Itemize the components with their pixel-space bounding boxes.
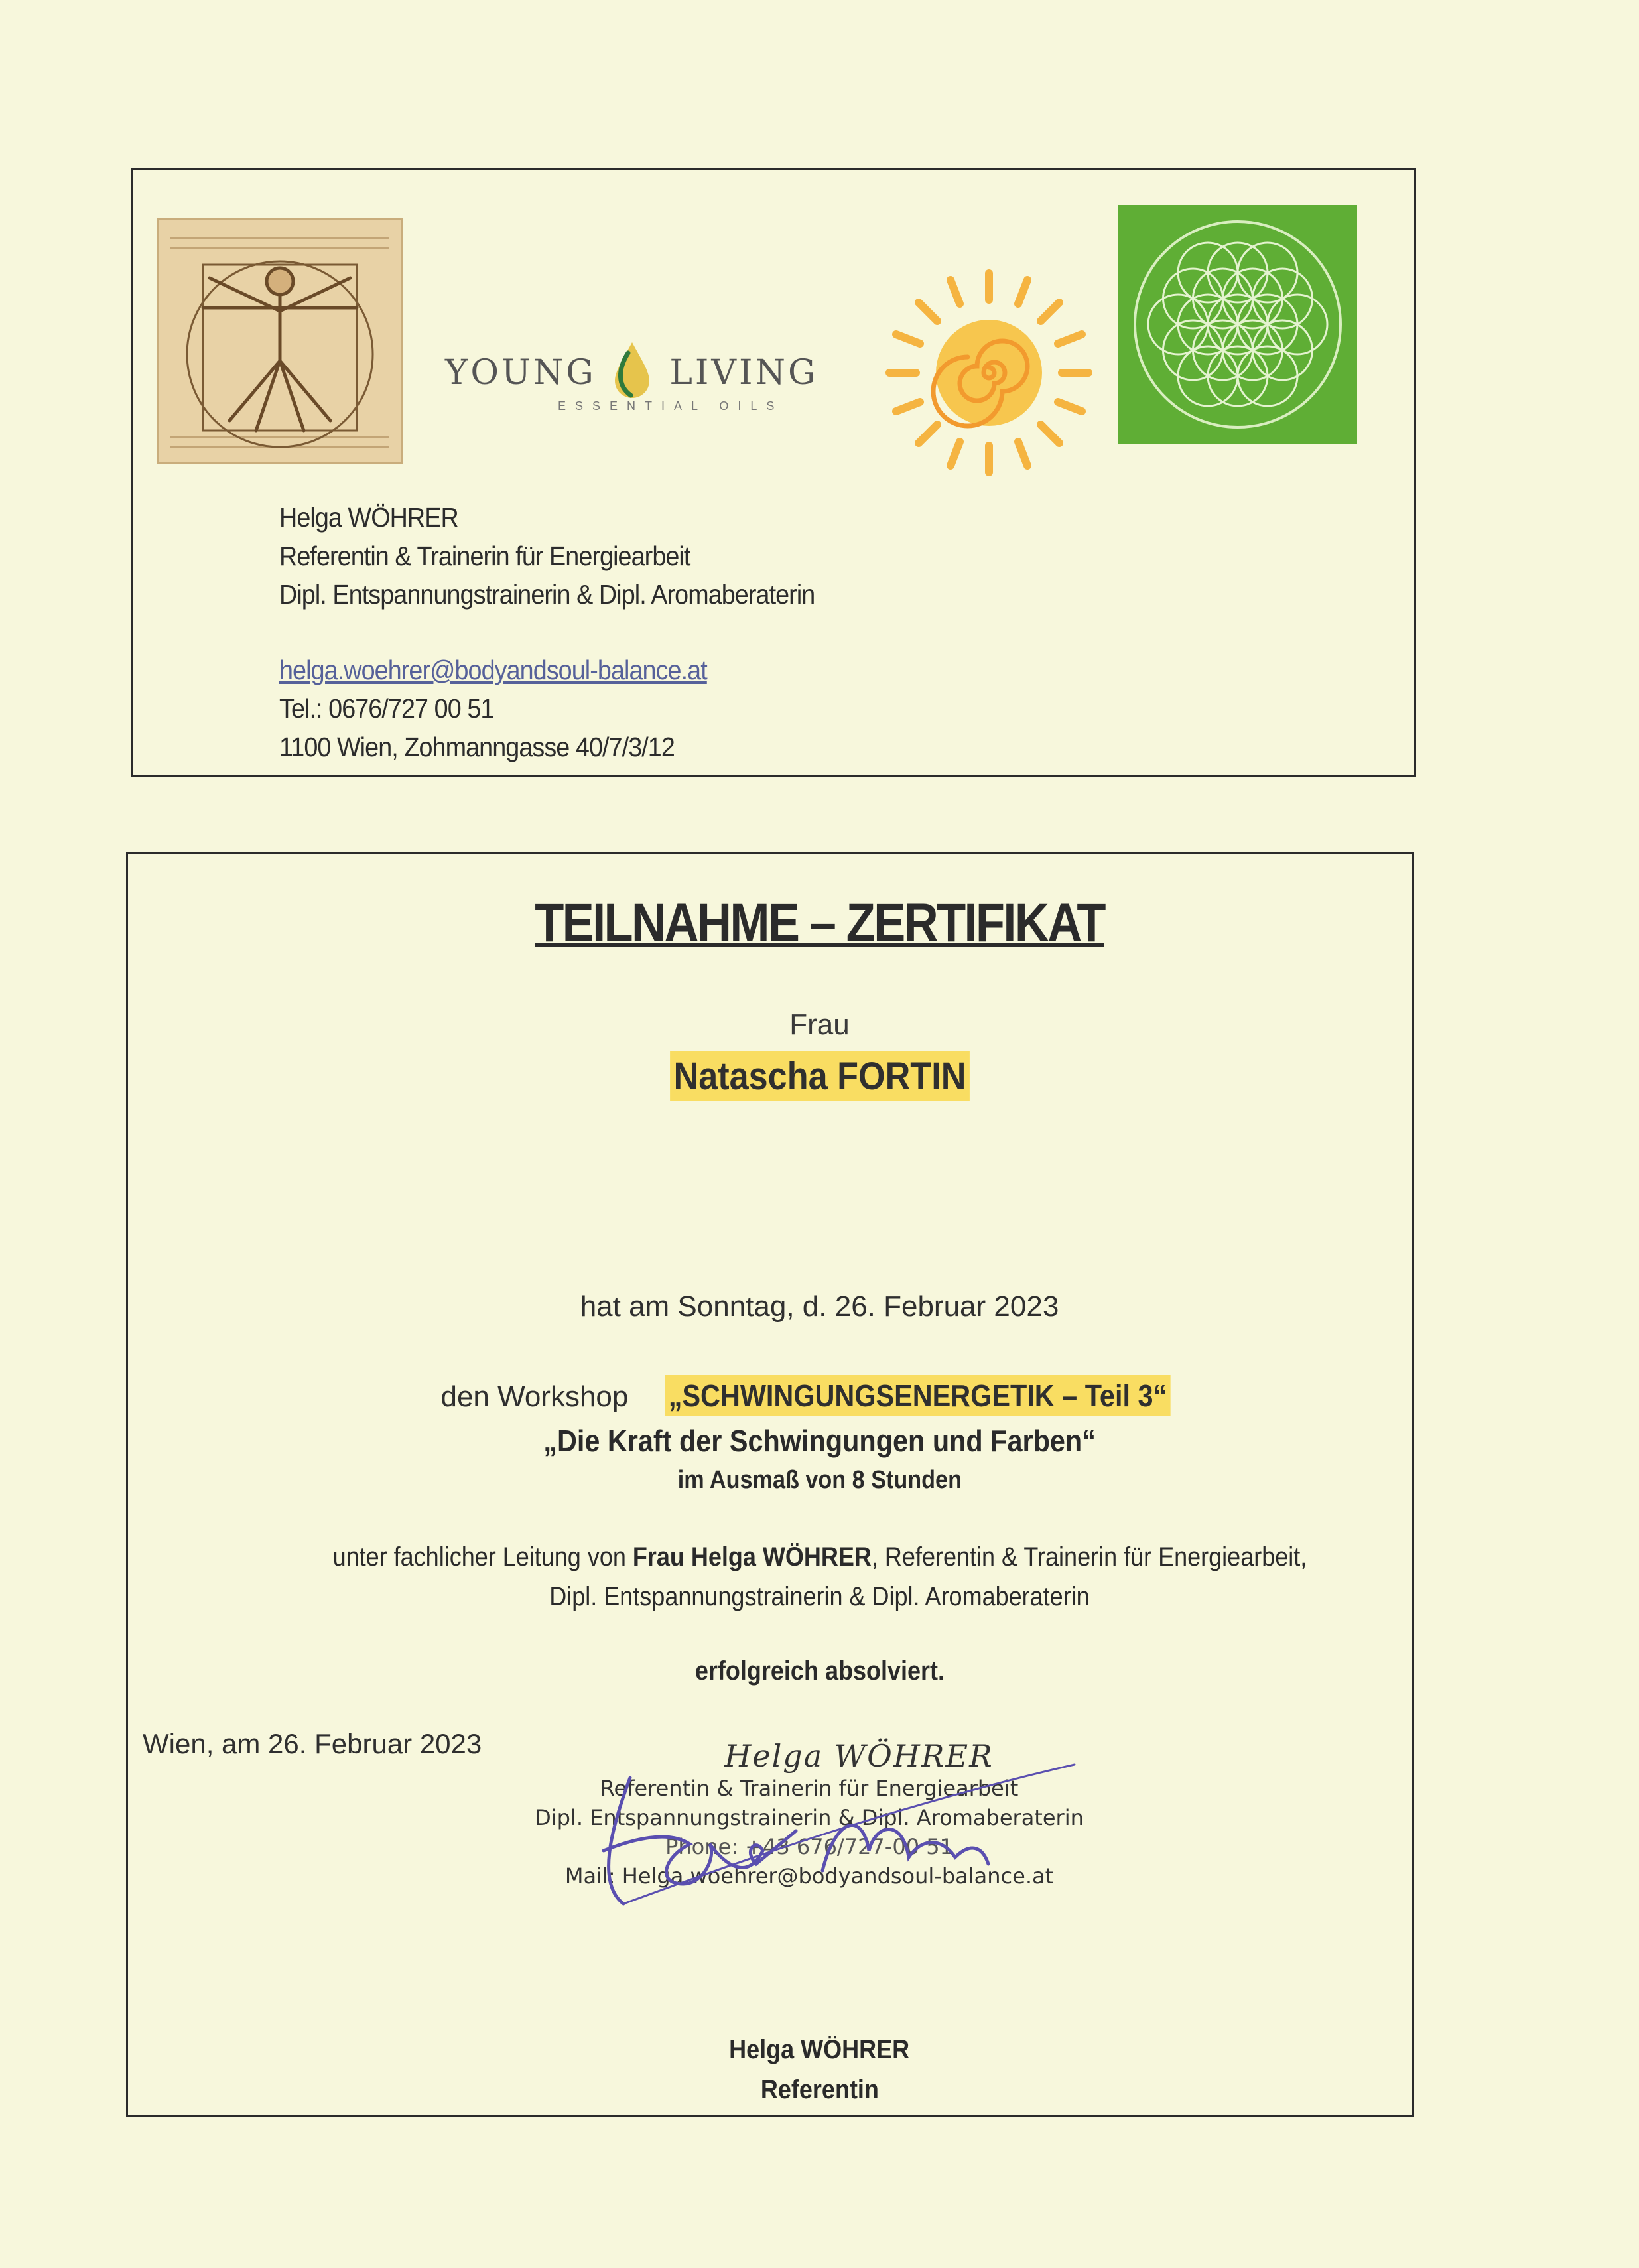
contact-role: Referentin & Trainerin für Energiearbeit — [279, 541, 690, 571]
workshop-prefix: den Workshop — [440, 1380, 637, 1413]
letterhead-box — [131, 168, 1416, 777]
signatory-role: Referentin — [760, 2075, 879, 2104]
lead-prefix: unter fachlicher Leitung von — [332, 1542, 633, 1571]
lead-line-2: Dipl. Entspannungstrainerin & Dipl. Aromaberaterin — [549, 1582, 1090, 1611]
flower-of-life-image — [1118, 205, 1357, 444]
stamp-name: Helga WÖHRER — [724, 1738, 994, 1774]
young-living-logo — [445, 340, 843, 446]
place-date: Wien, am 26. Februar 2023 — [143, 1728, 482, 1759]
contact-email-link[interactable]: helga.woehrer@bodyandsoul-balance.at — [279, 655, 707, 685]
vitruvian-man-image — [157, 218, 403, 464]
signatory-name: Helga WÖHRER — [729, 2035, 910, 2064]
workshop-name: „SCHWINGUNGSENERGETIK – Teil 3“ — [665, 1375, 1170, 1416]
logo-text-sub: ESSENTIAL OILS — [558, 399, 784, 413]
stamp-mail: Mail: Helga.woehrer@bodyandsoul-balance.at — [564, 1863, 1054, 1889]
contact-qualifications: Dipl. Entspannungstrainerin & Dipl. Aromaberaterin — [279, 579, 815, 610]
stamp-qualifications: Dipl. Entspannungstrainerin & Dipl. Aromaberaterin — [535, 1805, 1084, 1830]
stamp-role: Referentin & Trainerin für Energiearbeit — [600, 1776, 1019, 1801]
contact-address: 1100 Wien, Zohmanngasse 40/7/3/12 — [279, 732, 675, 762]
lead-suffix: , Referentin & Trainerin für Energiearbeit, — [871, 1542, 1307, 1571]
handwritten-signature — [584, 1751, 1088, 1924]
lead-line — [0, 1542, 1639, 1572]
recipient-name: Natascha FORTIN — [670, 1051, 970, 1101]
certificate-title: TEILNAHME – ZERTIFIKAT — [535, 893, 1104, 953]
recipient-row — [0, 1051, 1639, 1101]
workshop-row — [0, 1375, 1639, 1416]
salutation: Frau — [789, 1008, 850, 1041]
contact-name: Helga WÖHRER — [279, 502, 458, 533]
completion-text: erfolgreich absolviert. — [694, 1656, 945, 1686]
date-line: hat am Sonntag, d. 26. Februar 2023 — [580, 1290, 1059, 1323]
workshop-subtitle: „Die Kraft der Schwingungen und Farben“ — [543, 1424, 1096, 1458]
stamp-phone: Phone: +43 676/727-00 51 — [665, 1834, 953, 1859]
logo-text-main: YOUNG LIVING — [445, 353, 819, 393]
sun-image — [876, 260, 1102, 486]
contact-phone: Tel.: 0676/727 00 51 — [279, 693, 494, 724]
duration: im Ausmaß von 8 Stunden — [677, 1466, 962, 1494]
lead-name: Frau Helga WÖHRER — [632, 1542, 872, 1571]
